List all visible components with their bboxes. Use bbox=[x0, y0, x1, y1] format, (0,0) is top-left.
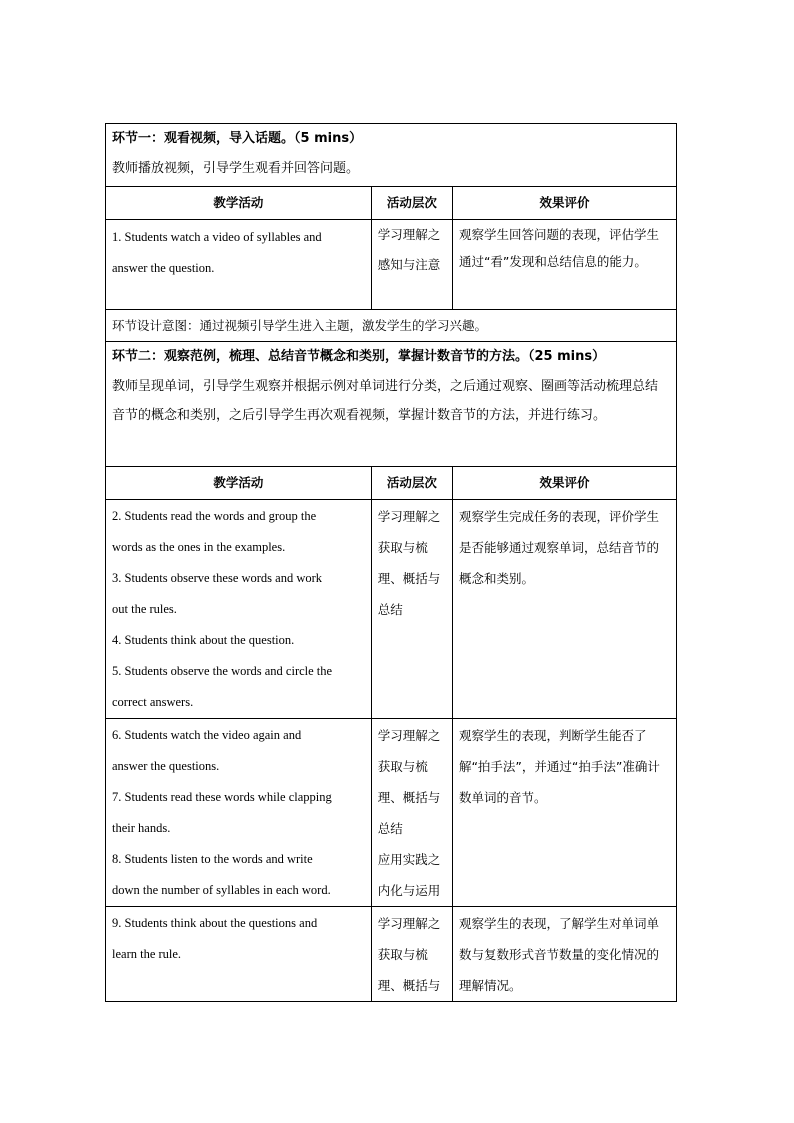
column-header-level: 活动层次 bbox=[371, 187, 452, 220]
level-line: 理、概括与 bbox=[377, 571, 441, 586]
level-cell bbox=[371, 220, 452, 310]
level-line: 感知与注意 bbox=[377, 257, 441, 272]
level-line: 应用实践之 bbox=[377, 852, 441, 867]
lesson-plan-table bbox=[105, 123, 677, 1002]
activity-line: down the number of syllables in each word. bbox=[112, 883, 331, 897]
section2-column-header-row bbox=[106, 467, 677, 500]
activity-line: 4. Students think about the question. bbox=[112, 633, 295, 647]
level-line: 理、概括与 bbox=[377, 790, 441, 805]
activity-line: answer the questions. bbox=[112, 759, 220, 773]
column-header-evaluation: 效果评价 bbox=[452, 467, 676, 500]
evaluation-text: 观察学生的表现，了解学生对单词单数与复数形式音节数量的变化情况的理解情况。 bbox=[458, 916, 659, 993]
column-header-evaluation: 效果评价 bbox=[452, 187, 676, 220]
column-header-activity: 教学活动 bbox=[106, 187, 372, 220]
evaluation-text: 观察学生的表现，判断学生能否了解“拍手法”，并通过“拍手法”准确计数单词的音节。 bbox=[458, 728, 660, 805]
level-line: 学习理解之 bbox=[377, 509, 441, 524]
activity-line: correct answers. bbox=[112, 695, 194, 709]
table-row bbox=[106, 719, 677, 907]
evaluation-cell bbox=[452, 907, 676, 1002]
evaluation-cell bbox=[452, 719, 676, 907]
table-row bbox=[106, 500, 677, 719]
activity-line: 8. Students listen to the words and write bbox=[112, 852, 313, 866]
activity-cell bbox=[106, 907, 372, 1002]
activity-cell bbox=[106, 719, 372, 907]
activity-line: 2. Students read the words and group the bbox=[112, 509, 317, 523]
level-line: 学习理解之 bbox=[377, 227, 441, 242]
table-row bbox=[106, 220, 677, 310]
section1-intent: 环节设计意图：通过视频引导学生进入主题，激发学生的学习兴趣。 bbox=[106, 310, 677, 342]
evaluation-text: 观察学生完成任务的表现，评价学生是否能够通过观察单词，总结音节的概念和类别。 bbox=[458, 509, 659, 586]
activity-line: words as the ones in the examples. bbox=[112, 540, 286, 554]
activity-line: 6. Students watch the video again and bbox=[112, 728, 302, 742]
activity-line: answer the question. bbox=[112, 261, 215, 275]
activity-line: 7. Students read these words while clapping bbox=[112, 790, 332, 804]
level-line: 获取与梳 bbox=[377, 540, 428, 555]
activity-line: 1. Students watch a video of syllables and bbox=[112, 230, 322, 244]
activity-line: their hands. bbox=[112, 821, 171, 835]
level-line: 获取与梳 bbox=[377, 759, 428, 774]
activity-line: 3. Students observe these words and work bbox=[112, 571, 323, 585]
level-line: 内化与运用 bbox=[377, 883, 441, 898]
column-header-level: 活动层次 bbox=[371, 467, 452, 500]
section1-header-row bbox=[106, 124, 677, 187]
evaluation-cell bbox=[452, 220, 676, 310]
level-line: 理、概括与 bbox=[377, 978, 441, 993]
level-line: 学习理解之 bbox=[377, 728, 441, 743]
section1-intent-row bbox=[106, 310, 677, 342]
section2-description: 教师呈现单词，引导学生观察并根据示例对单词进行分类，之后通过观察、圈画等活动梳理总结音节的概念和类别，之后引导学生再次观看视频，掌握计数音节的方法，并进行练习。 bbox=[112, 379, 659, 423]
level-cell bbox=[371, 719, 452, 907]
activity-cell bbox=[106, 220, 372, 310]
level-line: 学习理解之 bbox=[377, 916, 441, 931]
level-line: 获取与梳 bbox=[377, 947, 428, 962]
evaluation-text: 观察学生回答问题的表现，评估学生通过“看”发现和总结信息的能力。 bbox=[458, 227, 659, 269]
activity-line: out the rules. bbox=[112, 602, 177, 616]
activity-line: learn the rule. bbox=[112, 947, 182, 961]
activity-line: 9. Students think about the questions and bbox=[112, 916, 318, 930]
table-row bbox=[106, 907, 677, 1002]
section1-description: 教师播放视频，引导学生观看并回答问题。 bbox=[112, 161, 360, 176]
level-cell bbox=[371, 500, 452, 719]
column-header-activity: 教学活动 bbox=[106, 467, 372, 500]
level-line: 总结 bbox=[377, 602, 403, 617]
level-cell bbox=[371, 907, 452, 1002]
section1-column-header-row bbox=[106, 187, 677, 220]
level-line: 总结 bbox=[377, 821, 403, 836]
activity-line: 5. Students observe the words and circle the bbox=[112, 664, 333, 678]
evaluation-cell bbox=[452, 500, 676, 719]
section2-intro-cell bbox=[106, 342, 677, 467]
section2-title: 环节二：观察范例，梳理、总结音节概念和类别，掌握计数音节的方法。（25 mins） bbox=[112, 349, 606, 364]
activity-cell bbox=[106, 500, 372, 719]
section2-header-row bbox=[106, 342, 677, 467]
section1-title: 环节一：观看视频，导入话题。（5 mins） bbox=[112, 131, 363, 146]
section1-intro-cell bbox=[106, 124, 677, 187]
